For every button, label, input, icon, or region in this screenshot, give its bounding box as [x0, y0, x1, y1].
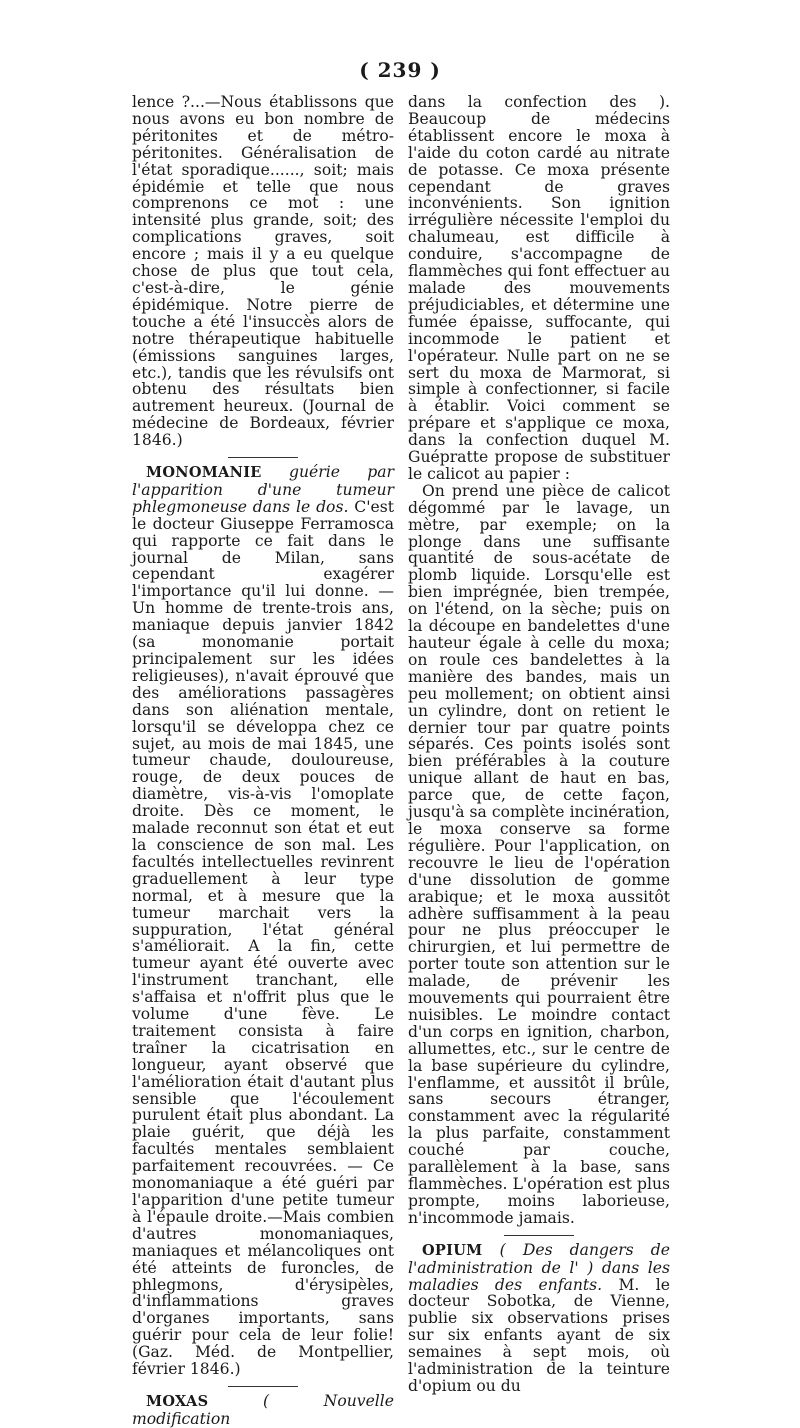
page-number: ( 239 ) — [359, 58, 441, 82]
article-heading-moxas: MOXAS — [146, 1392, 209, 1410]
right-column — [408, 94, 670, 1395]
article-heading-monomanie: MONOMANIE — [146, 464, 262, 482]
article-body-monomanie: C'est le docteur Giuseppe Ferramosca qui rapporte ce fait dans le journal de Milan, sans cependant exagérer l'importance qu'il lui donne. — Un homme de trente-trois ans, maniaque depuis janvier 1842 (sa monomanie portait principalement sur les idées religieuses), n'avait éprouvé que des améliorations passagères dans son aliénation mentale, lorsqu'il se développa chez ce sujet, au mois de mai 1845, une tumeur chaude, douloureuse, rouge, de deux pouces de diamètre, vis-à-vis l'omoplate droite. Dès ce moment, le malade reconnut son état et eut la conscience de son mal. Les facultés intellectuelles revinrent graduellement à leur type normal, et à mesure que la tumeur marchait vers la suppuration, l'état général s'améliorait. A la fin, cette tumeur ayant été ouverte avec l'instrument tranchant, elle s'affaisa et n'offrit plus que le volume d'une fève. Le traitement consista à faire traîner la cicatrisation en longueur, ayant observé que l'amélioration était d'autant plus sensible que l'écoulement purulent était plus abondant. La plaie guérit, que déjà les facultés mentales semblaient parfaitement recouvrées. — Ce monomaniaque a été guéri par l'apparition d'une petite tumeur à l'épaule droite.—Mais combien d'autres monomaniaques, maniaques et mélancoliques ont été atteints de furoncles, de phlegmons, d'érysipèles, d'inflammations graves d'organes importants, sans guérir pour cela de leur folie! (Gaz. Méd. de Montpellier, février 1846.) — [132, 497, 394, 1379]
article-monomanie — [132, 464, 394, 1378]
article-heading-opium: OPIUM — [422, 1241, 483, 1259]
paragraph-moxa-method: On prend une pièce de calicot dégommé par le lavage, un mètre, par exemple; on la plonge dans une suffisante quantité de sous-acétate de plomb liquide. Lorsqu'elle est bien imprégnée, bien trempée, on l'étend, on la sèche; puis on la découpe en bandelettes d'une hauteur égale à celle du moxa; on roule ces bandelettes à la manière des bandes, mais un peu mollement; on obtient ainsi un cylindre, dont on retient le dernier tour par quatre points séparés. Ces points isolés sont bien préférables à la couture unique allant de haut en bas, parce que, de cette façon, jusqu'à sa complète incinération, le moxa conserve sa forme régulière. Pour l'application, on recouvre le lieu de l'opération d'une dissolution de gomme arabique; et le moxa aussitôt adhère suffisamment à la peau pour ne plus préoccuper le chirurgien, et lui permettre de porter toute son attention sur le malade, de prévenir les mouvements qui pourraient être nuisibles. Le moindre contact d'un corps en ignition, charbon, allumettes, etc., sur le centre de la base supérieure du cylindre, l'enflamme, et aussitôt il brûle, sans secours étranger, constamment avec la régularité la plus parfaite, constamment couché par couche, parallèlement à la base, sans flammèches. L'opération est plus prompte, moins laborieuse, n'incommode jamais. — [408, 481, 670, 1227]
article-subtitle-opium: ( Des dangers de l'administration de l' ) dans les maladies des enfants. — [408, 1240, 670, 1294]
paragraph-peritonites: lence ?...—Nous établissons que nous avons eu bon nombre de péritonites et de métro-péritonites. Généralisation de l'état sporadique......, soit; mais épidémie et telle que nous comprenons ce mot : une intensité plus grande, soit; des complications graves, soit encore ; mais il y a eu quelque chose de plus que tout cela, c'est-à-dire, le génie épidémique. Notre pierre de touche a été l'insuccès alors de notre thérapeutique habituelle (émissions sanguines larges, etc.), tandis que les révulsifs ont obtenu des résultats bien autrement heureux. (Journal de médecine de Bordeaux, février 1846.) — [132, 93, 394, 450]
article-moxas — [132, 1393, 394, 1428]
article-subtitle-moxas: ( Nouvelle modification — [132, 1391, 394, 1428]
left-column — [132, 94, 394, 1428]
section-divider — [228, 457, 298, 458]
paragraph-moxa-intro: dans la confection des ). Beaucoup de médecins établissent encore le moxa à l'aide du coton cardé au nitrate de potasse. Ce moxa présente cependant de graves inconvénients. Son ignition irrégulière nécessite l'emploi du chalumeau, est difficile à conduire, s'accompagne de flammèches qui font effectuer au malade des mouvements préjudiciables, et détermine une fumée épaisse, suffocante, qui incommode le patient et l'opérateur. Nulle part on ne se sert du moxa de Marmorat, si simple à confectionner, si facile à établir. Voici comment se prépare et s'applique ce moxa, dans la confection duquel M. Guépratte propose de substituer le calicot au papier : — [408, 93, 670, 483]
section-divider — [504, 1235, 574, 1236]
section-divider — [228, 1386, 298, 1387]
article-subtitle-monomanie: guérie par l'apparition d'une tumeur phlegmoneuse dans le dos. — [132, 463, 394, 516]
article-body-opium: M. le docteur Sobotka, de Vienne, publie six observations prises sur six enfants ayant de six semaines à sept mois, où l'administration de la teinture d'opium ou du — [408, 1275, 670, 1395]
article-opium — [408, 1242, 670, 1395]
